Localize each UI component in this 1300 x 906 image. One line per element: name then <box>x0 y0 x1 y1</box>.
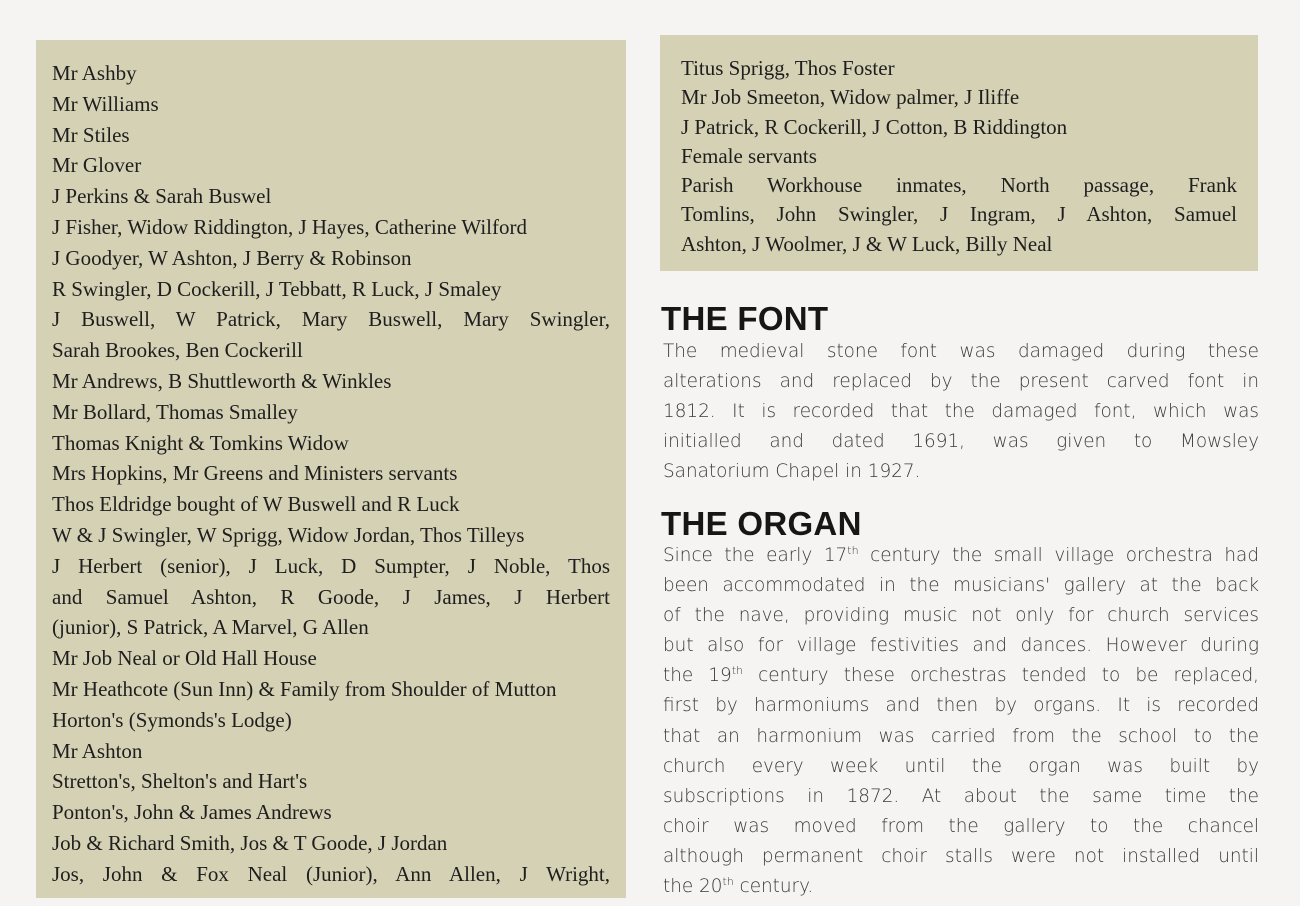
list-line: (junior), S Patrick, A Marvel, G Allen <box>52 615 369 640</box>
list-line: Mr Ashton <box>52 738 143 763</box>
paragraph-line: of the nave, providing music not only for church services <box>663 605 1259 627</box>
paragraph-line: but also for village festivities and dances. However during <box>663 635 1259 657</box>
list-line: Stretton's, Shelton's and Hart's <box>52 769 308 794</box>
superscript: th <box>722 874 734 888</box>
font-section-heading: THE FONT <box>661 300 829 337</box>
list-line: Parish Workhouse inmates, North passage, Frank <box>681 173 1237 198</box>
list-line: Ponton's, John & James Andrews <box>52 800 332 825</box>
list-line: and Samuel Ashton, R Goode, J James, J Herbert <box>52 584 610 609</box>
paragraph-line: alterations and replaced by the present carved font in <box>663 371 1259 392</box>
list-line: Mr Bollard, Thomas Smalley <box>52 399 298 424</box>
list-line: Jos, John & Fox Neal (Junior), Ann Allen, J Wright, <box>52 861 610 886</box>
list-line: J Herbert (senior), J Luck, D Sumpter, J Noble, Thos <box>52 553 610 578</box>
paragraph-fragment: century. <box>733 876 814 898</box>
list-line: Mrs Hopkins, Mr Greens and Ministers servants <box>52 461 458 486</box>
list-line: Mr Andrews, B Shuttleworth & Winkles <box>52 368 392 393</box>
font-section-body <box>663 337 1259 487</box>
paragraph-fragment: Since the early 17 <box>663 545 848 566</box>
list-line: R Swingler, D Cockerill, J Tebbatt, R Luck, J Smaley <box>52 276 502 301</box>
paragraph-line <box>663 872 1259 902</box>
paragraph-fragment: century these orchestras tended to be replaced, <box>743 665 1259 687</box>
paragraph-line: church every week until the organ was built by <box>663 755 1259 777</box>
list-line: Ashton, J Woolmer, J & W Luck, Billy Neal <box>681 231 1053 256</box>
list-line: Thos Eldridge bought of W Buswell and R Luck <box>52 492 460 517</box>
paragraph-line: 1812. It is recorded that the damaged font, which was <box>663 401 1259 422</box>
list-line: Job & Richard Smith, Jos & T Goode, J Jordan <box>52 830 448 855</box>
list-line: Mr Glover <box>52 153 142 178</box>
paragraph-fragment: the 19 <box>663 665 732 687</box>
left-name-list-panel <box>36 40 626 898</box>
right-name-list-panel <box>660 35 1258 271</box>
paragraph-line: subscriptions in 1872. At about the same time the <box>663 785 1259 807</box>
list-line: Horton's (Symonds's Lodge) <box>52 707 292 732</box>
list-line: J Perkins & Sarah Buswel <box>52 184 272 209</box>
list-line: Mr Ashby <box>52 61 137 85</box>
list-line: J Buswell, W Patrick, Mary Buswell, Mary Swingler, <box>52 307 610 332</box>
list-line: Sarah Brookes, Ben Cockerill <box>52 338 303 363</box>
paragraph-fragment: century the small village orchestra had <box>858 545 1260 566</box>
paragraph-line: initialled and dated 1691, was given to Mowsley <box>663 431 1259 452</box>
list-line: Mr Stiles <box>52 122 130 147</box>
organ-section-body <box>663 541 1259 902</box>
list-line: J Patrick, R Cockerill, J Cotton, B Riddington <box>681 114 1068 139</box>
list-line: Tomlins, John Swingler, J Ingram, J Ashton, Samuel <box>681 202 1237 227</box>
list-line: Titus Sprigg, Thos Foster <box>681 56 895 80</box>
paragraph-line <box>663 661 1259 691</box>
list-line: Mr Heathcote (Sun Inn) & Family from Shoulder of Mutton <box>52 676 557 701</box>
superscript: th <box>847 543 859 557</box>
list-line: J Goodyer, W Ashton, J Berry & Robinson <box>52 245 412 270</box>
list-line: W & J Swingler, W Sprigg, Widow Jordan, Thos Tilleys <box>52 522 525 547</box>
list-line: Mr Job Smeeton, Widow palmer, J Iliffe <box>681 85 1020 110</box>
paragraph-line: The medieval stone font was damaged during these <box>663 341 1259 362</box>
list-line: J Fisher, Widow Riddington, J Hayes, Catherine Wilford <box>52 214 527 239</box>
paragraph-line: first by harmoniums and then by organs. It is recorded <box>663 695 1259 717</box>
superscript: th <box>731 664 744 678</box>
paragraph-line: choir was moved from the gallery to the chancel <box>663 815 1259 837</box>
list-line: Mr Williams <box>52 91 159 116</box>
paragraph-line: although permanent choir stalls were not installed until <box>663 845 1259 867</box>
paragraph-line: been accommodated in the musicians' gallery at the back <box>663 575 1259 597</box>
list-line: Mr Job Neal or Old Hall House <box>52 646 317 671</box>
paragraph-line <box>663 541 1259 571</box>
list-line: Thomas Knight & Tomkins Widow <box>52 430 349 455</box>
paragraph-fragment: the 20 <box>663 876 723 898</box>
list-line: Female servants <box>681 143 817 168</box>
paragraph-line: Sanatorium Chapel in 1927. <box>663 461 921 482</box>
paragraph-line: that an harmonium was carried from the school to the <box>663 725 1259 747</box>
organ-section-heading: THE ORGAN <box>661 505 862 542</box>
